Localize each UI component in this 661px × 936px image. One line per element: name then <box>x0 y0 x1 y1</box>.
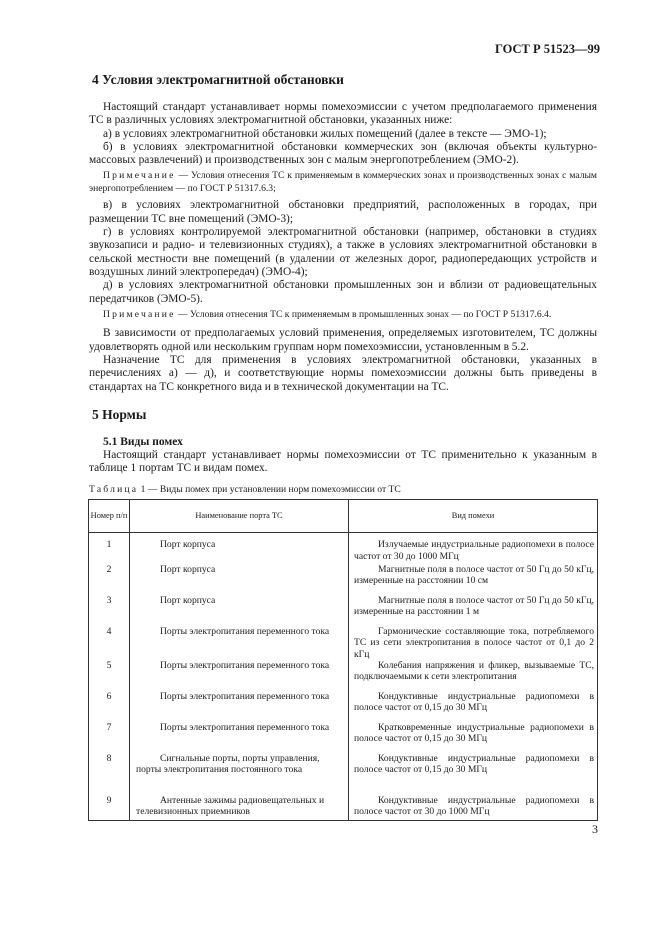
list-item-g: г) в условиях контролируемой электромагнитной обстановки (например, обстановки в студиях звукозаписи и радио- и телевизионных студиях), а также в условиях электромагнитной обстановки в сельской местности вне помещений (в удалении от железных дорог, радиопередающих устройств и воздушных линий электропередач) (ЭМО-4); <box>89 226 597 278</box>
section-4-paragraph-1: В зависимости от предполагаемых условий применения, определяемых изготовителем, ТС должны удовлетворять одной или нескольким группам норм помехоэмиссии, установленным в 5.2. <box>89 327 597 353</box>
row-number: 3 <box>89 595 130 626</box>
port-name: Порты электропитания переменного тока <box>130 626 349 660</box>
port-name: Антенные зажимы радиовещательных и телевизионных приемников <box>130 795 349 821</box>
row-number: 6 <box>89 691 130 722</box>
table-row <box>89 626 598 660</box>
interference-type: Кондуктивные индустриальные радиопомехи в полосе частот от 0,15 до 30 МГц <box>349 753 598 795</box>
table-row <box>89 660 598 691</box>
interference-type: Магнитные поля в полосе частот от 50 Гц до 50 кГц, измеренные на расстоянии 10 см <box>349 564 598 595</box>
row-number: 7 <box>89 722 130 753</box>
table-caption-text: 1 — Виды помех при установлении норм помехоэмиссии от ТС <box>138 484 401 496</box>
note-2-label: Примечание <box>103 308 176 320</box>
interference-type: Кондуктивные индустриальные радиопомехи в полосе частот от 30 до 1000 МГц <box>349 795 598 821</box>
section-5-title: 5 Нормы <box>92 406 147 422</box>
interference-type: Магнитные поля в полосе частот от 50 Гц до 50 кГц, измеренные на расстоянии 1 м <box>349 595 598 626</box>
row-number: 9 <box>89 795 130 821</box>
table-row <box>89 691 598 722</box>
header-port-name: Наименование порта ТС <box>130 500 349 533</box>
row-number: 1 <box>89 533 130 564</box>
document-code: ГОСТ Р 51523—99 <box>494 42 600 56</box>
list-item-d: д) в условиях электромагнитной обстановки промышленных зон и вблизи от радиовещательных передатчиков (ЭМО-5). <box>89 279 597 305</box>
table-caption <box>89 484 597 495</box>
table-row <box>89 753 598 795</box>
interference-types-table <box>88 499 598 821</box>
list-item-v: в) в условиях электромагнитной обстановки предприятий, расположенных в городах, при размещении ТС вне помещений (ЭМО-3); <box>89 199 597 225</box>
section-4-title: 4 Условия электромагнитной обстановки <box>92 72 344 87</box>
list-item-b: б) в условиях электромагнитной обстановки коммерческих зон (включая объекты культурно-массовых развлечений) и производственных зон с малым энергопотреблением (ЭМО-2). <box>89 140 597 167</box>
port-name: Порты электропитания переменного тока <box>130 722 349 753</box>
table-caption-label: Таблица <box>89 484 139 496</box>
port-name: Порты электропитания переменного тока <box>130 660 349 691</box>
row-number: 2 <box>89 564 130 595</box>
table-row <box>89 595 598 626</box>
table-row <box>89 795 598 821</box>
table-row <box>89 533 598 564</box>
note-1 <box>89 170 597 195</box>
port-name: Порт корпуса <box>130 533 349 564</box>
table-header-row <box>89 500 598 533</box>
port-name: Порт корпуса <box>130 595 349 626</box>
list-item-a: а) в условиях электромагнитной обстановки жилых помещений (далее в тексте — ЭМО-1); <box>103 127 547 140</box>
port-name: Порт корпуса <box>130 564 349 595</box>
interference-type: Излучаемые индустриальные радиопомехи в полосе частот от 30 до 1000 МГц <box>349 533 598 564</box>
section-5-1-paragraph: Настоящий стандарт устанавливает нормы помехоэмиссии от ТС применительно к указанным в таблице 1 портам ТС и видам помех. <box>89 448 597 475</box>
table-row <box>89 564 598 595</box>
subsection-5-1-title: 5.1 Виды помех <box>103 435 183 448</box>
row-number: 5 <box>89 660 130 691</box>
row-number: 4 <box>89 626 130 660</box>
port-name: Порты электропитания переменного тока <box>130 691 349 722</box>
section-4-intro: Настоящий стандарт устанавливает нормы помехоэмиссии с учетом предполагаемого применения ТС в различных условиях электромагнитной обстановки, указанных ниже: <box>89 101 597 127</box>
row-number: 8 <box>89 753 130 795</box>
note-1-label: Примечание <box>103 170 176 182</box>
page-content <box>89 72 597 821</box>
page-number: 3 <box>592 822 598 836</box>
interference-type: Кондуктивные индустриальные радиопомехи в полосе частот от 0,15 до 30 МГц <box>349 691 598 722</box>
note-2 <box>89 309 597 322</box>
table-row <box>89 722 598 753</box>
header-interference-type: Вид помехи <box>349 500 598 533</box>
header-number: Номер п/п <box>89 500 130 533</box>
section-4-paragraph-2: Назначение ТС для применения в условиях электромагнитной обстановки, указанных в перечислениях а) — д), и соответствующие нормы помехоэмиссии должны быть приведены в стандартах на ТС конкретного вида и в технической документации на ТС. <box>89 353 597 393</box>
interference-type: Гармонические составляющие тока, потребляемого ТС из сети электропитания в полосе частот от 0,1 до 2 кГц <box>349 626 598 660</box>
interference-type: Колебания напряжения и фликер, вызываемые ТС, подключаемыми к сети электропитания <box>349 660 598 691</box>
port-name: Сигнальные порты, порты управления, порты электропитания постоянного тока <box>130 753 349 795</box>
note-1-text: — Условия отнесения ТС к применяемым в коммерческих зонах и производственных зонах с малым энергопотреблением — по ГОСТ Р 51317.6.3; <box>89 170 597 194</box>
note-2-text: — Условия отнесения ТС к применяемым в промышленных зонах — по ГОСТ Р 51317.6.4. <box>175 308 552 320</box>
interference-type: Кратковременные индустриальные радиопомехи в полосе частот от 0,15 до 30 МГц <box>349 722 598 753</box>
